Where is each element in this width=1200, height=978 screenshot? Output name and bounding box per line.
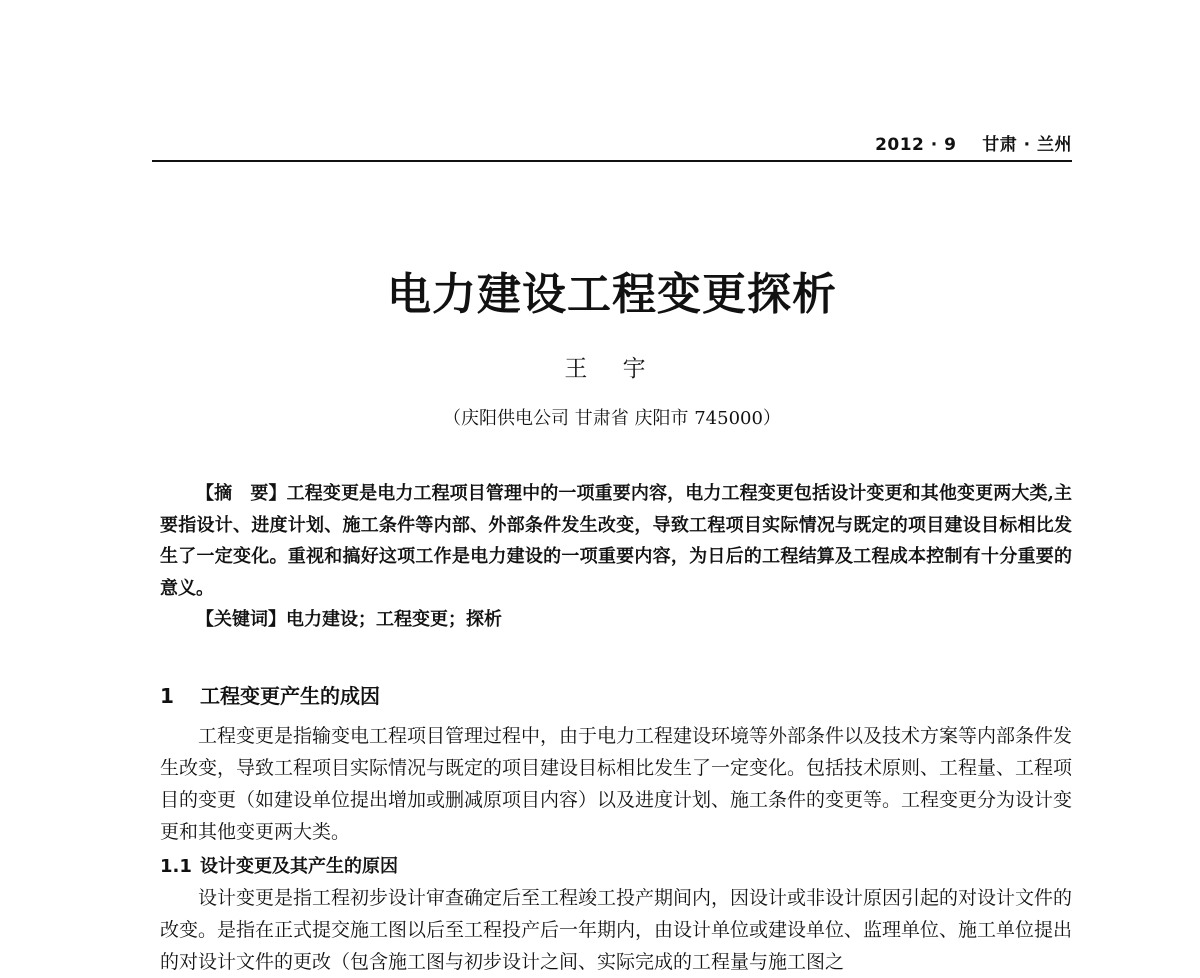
- section-1-1-paragraph: 设计变更是指工程初步设计审查确定后至工程竣工投产期间内，因设计或非设计原因引起的对设计文件的改变。是指在正式提交施工图以后至工程投产后一年期内，由设计单位或建设单位、监理单位、施工单位提出的对设计文件的更改（包含施工图与初步设计之间、实际完成的工程量与施工图之: [160, 887, 1073, 973]
- header-divider: [152, 160, 1072, 162]
- section-1-1-heading: [160, 852, 398, 878]
- abstract-label: 【摘 要】: [196, 483, 287, 504]
- author-affiliation: （庆阳供电公司 甘肃省 庆阳市 745000）: [443, 408, 781, 429]
- keywords-text: 电力建设；工程变更；探析: [286, 609, 502, 630]
- article-author: 王 宇: [564, 356, 660, 382]
- section-1-number: 1: [160, 684, 174, 708]
- section-1-title: 工程变更产生的成因: [200, 684, 380, 708]
- section-1-paragraph: 工程变更是指输变电工程项目管理过程中，由于电力工程建设环境等外部条件以及技术方案等内部条件发生改变，导致工程项目实际情况与既定的项目建设目标相比发生了一定变化。包括技术原则、工程量、工程项目的变更（如建设单位提出增加或删减原项目内容）以及进度计划、施工条件的变更等。工程变更分为设计变更和其他变更两大类。: [160, 725, 1073, 843]
- section-1-1-title: 设计变更及其产生的原因: [200, 856, 398, 877]
- running-header: [875, 130, 1072, 155]
- issue-date: 2012 · 9: [875, 135, 957, 155]
- keywords-line: [160, 604, 1072, 635]
- keywords-label: 【关键词】: [196, 609, 286, 630]
- section-1-heading: [160, 680, 380, 709]
- section-1-1-number: 1.1: [160, 856, 192, 877]
- issue-location: 甘肃 · 兰州: [982, 135, 1072, 155]
- article-title: 电力建设工程变更探析: [387, 269, 837, 320]
- abstract-text: 工程变更是电力工程项目管理中的一项重要内容，电力工程变更包括设计变更和其他变更两大类,主要指设计、进度计划、施工条件等内部、外部条件发生改变，导致工程项目实际情况与既定的项目建设目标相比发生了一定变化。重视和搞好这项工作是电力建设的一项重要内容，为日后的工程结算及工程成本控制有十分重要的意义。: [160, 483, 1073, 599]
- abstract-paragraph: [160, 478, 1072, 604]
